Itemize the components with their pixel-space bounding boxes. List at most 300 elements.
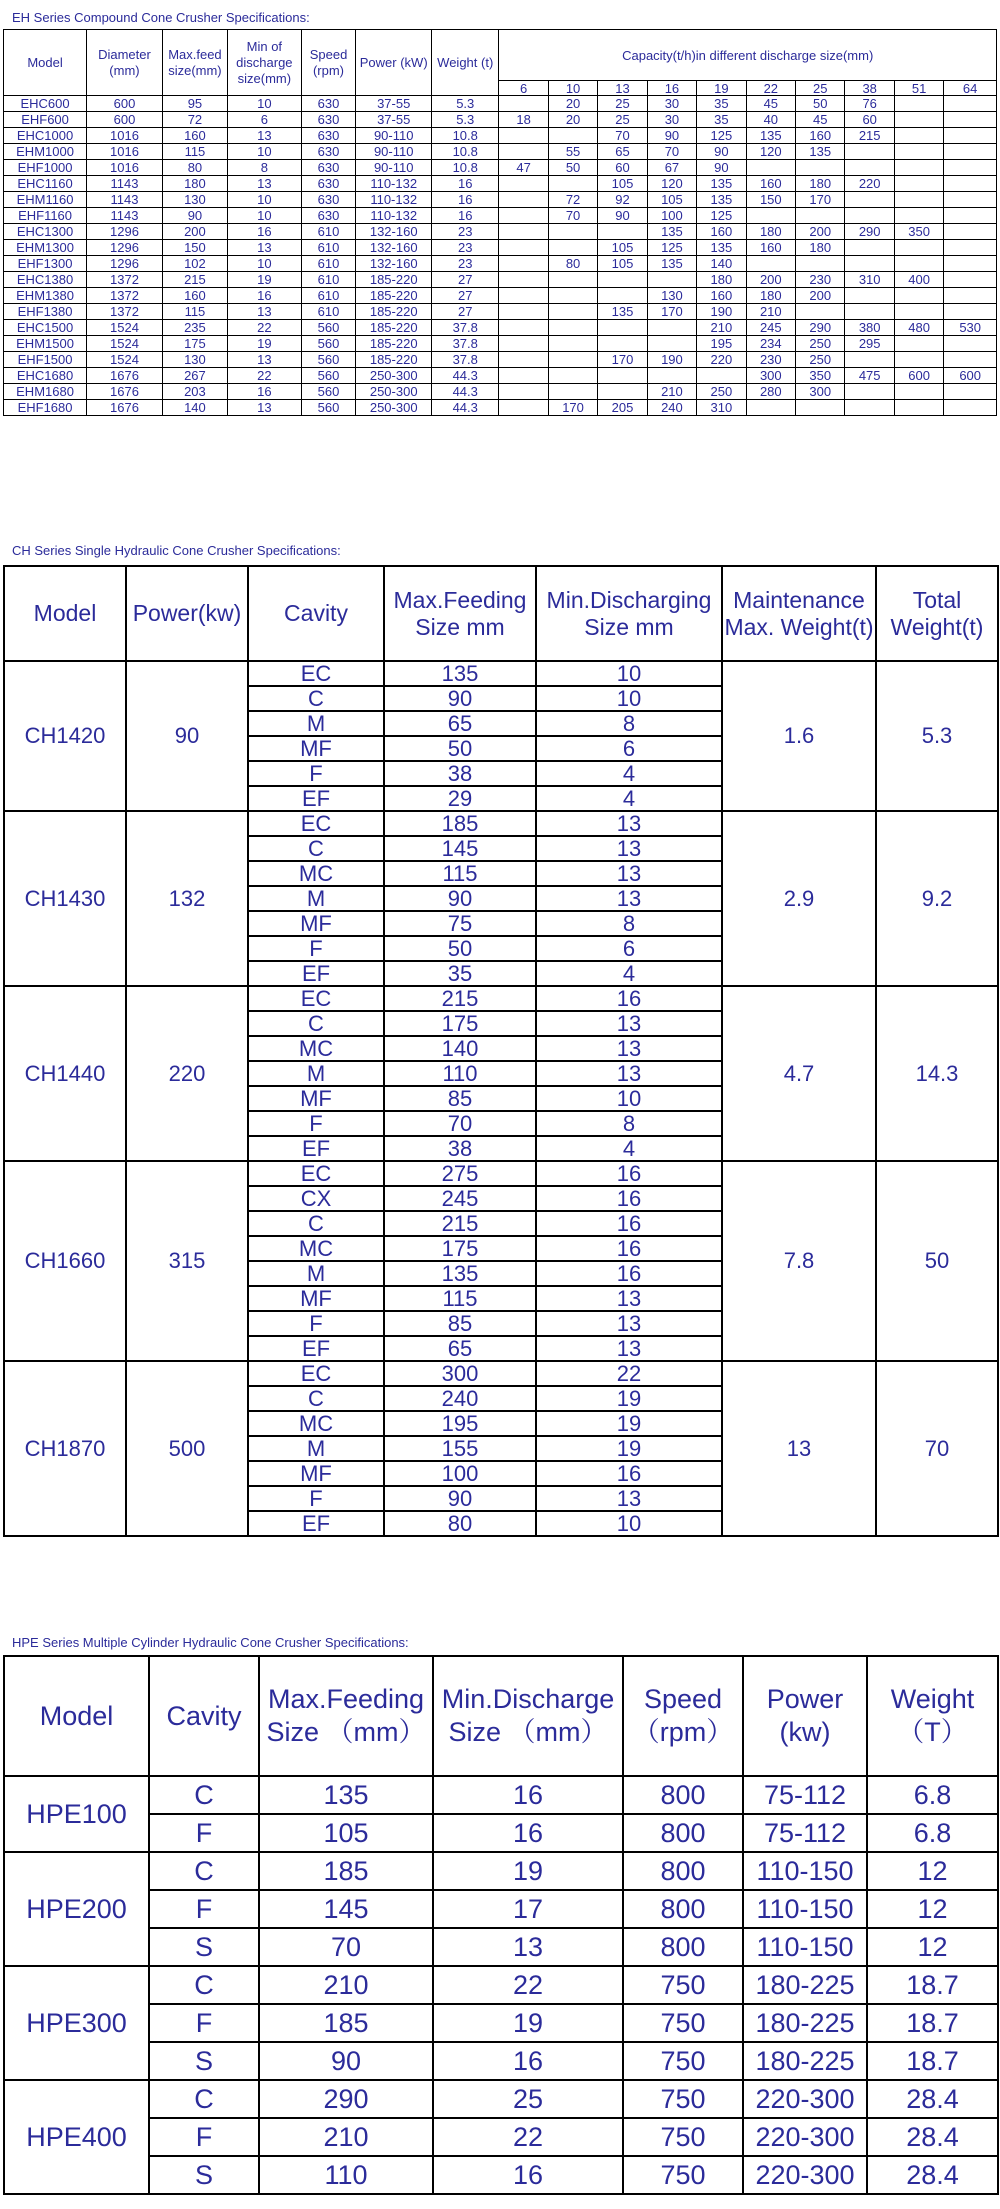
- table-cell: [499, 224, 548, 240]
- table-cell: [499, 208, 548, 224]
- table-cell: [548, 304, 597, 320]
- table-cell: 100: [384, 1461, 536, 1486]
- column-header: Weight (t): [432, 30, 499, 96]
- table-cell: 10: [536, 1511, 722, 1536]
- table-cell: 13: [433, 1928, 623, 1966]
- table-cell: [894, 240, 943, 256]
- table-cell: 180: [796, 176, 845, 192]
- table-cell: 185: [259, 1852, 433, 1890]
- table-cell: 180: [162, 176, 227, 192]
- table-cell: 115: [162, 144, 227, 160]
- table-cell: [746, 256, 795, 272]
- table-cell: [944, 272, 997, 288]
- table-cell: 800: [623, 1776, 743, 1814]
- table-cell: 800: [623, 1928, 743, 1966]
- table-cell: EHF600: [4, 112, 87, 128]
- table-cell: 203: [162, 384, 227, 400]
- table-cell: 18.7: [867, 2042, 998, 2080]
- table-cell: 25: [598, 112, 647, 128]
- table-cell: 75: [384, 911, 536, 936]
- table-cell: 16: [228, 384, 302, 400]
- table-cell: 50: [384, 936, 536, 961]
- maintenance-weight-cell: 4.7: [722, 986, 876, 1161]
- table-cell: 215: [162, 272, 227, 288]
- table-cell: 130: [162, 352, 227, 368]
- table-cell: 300: [384, 1361, 536, 1386]
- table-cell: 28.4: [867, 2118, 998, 2156]
- model-cell: CH1870: [4, 1361, 126, 1536]
- table-cell: 125: [647, 240, 696, 256]
- table-cell: 630: [301, 144, 356, 160]
- table-cell: 610: [301, 256, 356, 272]
- table-cell: 92: [598, 192, 647, 208]
- table-cell: 12: [867, 1928, 998, 1966]
- table-cell: 200: [162, 224, 227, 240]
- table-cell: EHM1160: [4, 192, 87, 208]
- table-cell: 135: [384, 1261, 536, 1286]
- table-cell: 90: [598, 208, 647, 224]
- table-cell: 135: [746, 128, 795, 144]
- table-cell: [894, 256, 943, 272]
- table-cell: 90: [384, 886, 536, 911]
- table-cell: 10: [228, 96, 302, 112]
- table-cell: 290: [259, 2080, 433, 2118]
- table-cell: 6: [536, 936, 722, 961]
- table-row: [4, 272, 997, 288]
- table-cell: [548, 240, 597, 256]
- table-cell: [894, 288, 943, 304]
- table-cell: 27: [432, 272, 499, 288]
- table-row: [4, 1814, 998, 1852]
- table-row: [4, 368, 997, 384]
- table-cell: 110: [384, 1061, 536, 1086]
- table-cell: [845, 160, 894, 176]
- table-cell: EHF1000: [4, 160, 87, 176]
- table-cell: [598, 384, 647, 400]
- table-cell: 67: [647, 160, 696, 176]
- table-cell: 22: [536, 1361, 722, 1386]
- table-cell: 47: [499, 160, 548, 176]
- table-cell: 13: [228, 128, 302, 144]
- table-cell: 30: [647, 112, 696, 128]
- table-cell: 105: [259, 1814, 433, 1852]
- table-cell: 44.3: [432, 400, 499, 416]
- table-cell: [944, 304, 997, 320]
- table-cell: [894, 128, 943, 144]
- table-cell: 90: [259, 2042, 433, 2080]
- table-cell: [894, 112, 943, 128]
- table-cell: [845, 240, 894, 256]
- table-cell: 200: [796, 224, 845, 240]
- table-cell: 140: [697, 256, 746, 272]
- column-header: Weight （T）: [867, 1656, 998, 1776]
- table-cell: 160: [746, 176, 795, 192]
- table-cell: [845, 384, 894, 400]
- table-cell: 350: [796, 368, 845, 384]
- column-header: Speed （rpm）: [623, 1656, 743, 1776]
- table-cell: F: [149, 2118, 259, 2156]
- table-cell: 630: [301, 96, 356, 112]
- table-cell: 234: [746, 336, 795, 352]
- table-cell: 110-150: [743, 1928, 867, 1966]
- table-cell: 1676: [87, 384, 163, 400]
- table-cell: 19: [536, 1386, 722, 1411]
- table-cell: 60: [598, 160, 647, 176]
- table-cell: 10.8: [432, 128, 499, 144]
- table-cell: EHF1380: [4, 304, 87, 320]
- table-cell: [647, 368, 696, 384]
- table-cell: [548, 352, 597, 368]
- column-header: Min of discharge size(mm): [228, 30, 302, 96]
- table-cell: 630: [301, 192, 356, 208]
- table-cell: 185: [384, 811, 536, 836]
- table-cell: [845, 400, 894, 416]
- model-cell: CH1440: [4, 986, 126, 1161]
- column-header: Min.Discharge Size （mm）: [433, 1656, 623, 1776]
- table-cell: 16: [432, 208, 499, 224]
- table-cell: 250-300: [356, 368, 432, 384]
- table-cell: 800: [623, 1814, 743, 1852]
- table-cell: 10: [536, 1086, 722, 1111]
- table-row: [4, 1890, 998, 1928]
- table-cell: 120: [647, 176, 696, 192]
- table-cell: 10.8: [432, 160, 499, 176]
- table-cell: EHC1300: [4, 224, 87, 240]
- table-cell: [796, 256, 845, 272]
- table-cell: 170: [796, 192, 845, 208]
- table-cell: 160: [796, 128, 845, 144]
- table-cell: 80: [384, 1511, 536, 1536]
- power-cell: 220: [126, 986, 248, 1161]
- table-cell: 18.7: [867, 2004, 998, 2042]
- table-cell: 750: [623, 2004, 743, 2042]
- table-cell: 55: [548, 144, 597, 160]
- table-row: [4, 208, 997, 224]
- table-cell: 5.3: [432, 112, 499, 128]
- table-cell: [746, 400, 795, 416]
- table-cell: [598, 336, 647, 352]
- table-cell: 22: [433, 2118, 623, 2156]
- table-cell: 132-160: [356, 240, 432, 256]
- table-cell: 220-300: [743, 2156, 867, 2194]
- table-cell: 175: [162, 336, 227, 352]
- column-header: Min.Discharging Size mm: [536, 566, 722, 661]
- column-header: Power(kw): [126, 566, 248, 661]
- table-cell: EHF1160: [4, 208, 87, 224]
- table-cell: 90-110: [356, 144, 432, 160]
- hpe-caption: HPE Series Multiple Cylinder Hydraulic Cone Crusher Specifications:: [12, 1635, 409, 1650]
- table-cell: 145: [259, 1890, 433, 1928]
- table-cell: [499, 128, 548, 144]
- table-cell: 560: [301, 368, 356, 384]
- table-row: [4, 304, 997, 320]
- table-cell: 1143: [87, 192, 163, 208]
- table-cell: 10: [228, 256, 302, 272]
- table-cell: 185-220: [356, 320, 432, 336]
- table-cell: [845, 192, 894, 208]
- table-cell: [499, 352, 548, 368]
- table-row: [4, 1361, 998, 1386]
- table-cell: 220: [697, 352, 746, 368]
- table-cell: [499, 320, 548, 336]
- table-cell: [796, 208, 845, 224]
- table-cell: 560: [301, 336, 356, 352]
- table-cell: EC: [248, 1361, 384, 1386]
- table-cell: 85: [384, 1311, 536, 1336]
- table-cell: 215: [384, 986, 536, 1011]
- table-cell: 175: [384, 1011, 536, 1036]
- table-cell: 13: [536, 811, 722, 836]
- table-cell: 76: [845, 96, 894, 112]
- table-row: [4, 288, 997, 304]
- table-cell: 1296: [87, 240, 163, 256]
- table-row: [4, 160, 997, 176]
- table-cell: 135: [259, 1776, 433, 1814]
- table-cell: 180-225: [743, 2004, 867, 2042]
- table-cell: [944, 176, 997, 192]
- table-cell: 110-150: [743, 1852, 867, 1890]
- table-cell: 16: [536, 1211, 722, 1236]
- size-header: 16: [647, 81, 696, 96]
- table-cell: [894, 96, 943, 112]
- table-cell: 12: [867, 1890, 998, 1928]
- table-cell: C: [248, 1011, 384, 1036]
- table-cell: 13: [228, 304, 302, 320]
- table-cell: 38: [384, 1136, 536, 1161]
- table-cell: 6.8: [867, 1776, 998, 1814]
- maintenance-weight-cell: 13: [722, 1361, 876, 1536]
- table-cell: 380: [845, 320, 894, 336]
- table-cell: 200: [796, 288, 845, 304]
- table-cell: 10.8: [432, 144, 499, 160]
- column-header: Model: [4, 30, 87, 96]
- table-cell: 90: [384, 686, 536, 711]
- table-cell: [894, 144, 943, 160]
- table-cell: 300: [746, 368, 795, 384]
- table-cell: MF: [248, 1286, 384, 1311]
- table-cell: 4: [536, 786, 722, 811]
- table-cell: [894, 192, 943, 208]
- table-cell: [647, 336, 696, 352]
- table-cell: [944, 208, 997, 224]
- table-cell: 37.8: [432, 320, 499, 336]
- power-cell: 315: [126, 1161, 248, 1361]
- table-cell: [796, 304, 845, 320]
- table-cell: [894, 384, 943, 400]
- table-cell: [944, 96, 997, 112]
- table-cell: EHF1500: [4, 352, 87, 368]
- table-cell: 22: [228, 320, 302, 336]
- table-cell: [548, 176, 597, 192]
- table-cell: 1143: [87, 208, 163, 224]
- table-cell: 72: [548, 192, 597, 208]
- table-cell: 13: [536, 1011, 722, 1036]
- table-cell: [548, 272, 597, 288]
- ch-caption: CH Series Single Hydraulic Cone Crusher Specifications:: [12, 543, 341, 558]
- table-cell: 37.8: [432, 352, 499, 368]
- column-header: Max.feed size(mm): [162, 30, 227, 96]
- table-cell: [944, 112, 997, 128]
- table-cell: [944, 384, 997, 400]
- model-cell: CH1660: [4, 1161, 126, 1361]
- table-cell: MF: [248, 1086, 384, 1111]
- table-cell: EHM1000: [4, 144, 87, 160]
- table-cell: 130: [647, 288, 696, 304]
- eh-caption: EH Series Compound Cone Crusher Specifications:: [12, 10, 310, 25]
- table-cell: 132-160: [356, 224, 432, 240]
- table-cell: 610: [301, 240, 356, 256]
- table-cell: 160: [697, 224, 746, 240]
- table-row: [4, 2042, 998, 2080]
- table-cell: 80: [162, 160, 227, 176]
- table-cell: 102: [162, 256, 227, 272]
- table-cell: [894, 176, 943, 192]
- header-row: [4, 566, 998, 661]
- table-cell: 13: [228, 352, 302, 368]
- table-cell: [944, 288, 997, 304]
- model-cell: HPE300: [4, 1966, 149, 2080]
- table-cell: 16: [536, 1161, 722, 1186]
- table-cell: 245: [746, 320, 795, 336]
- table-cell: 180-225: [743, 1966, 867, 2004]
- table-cell: [894, 336, 943, 352]
- table-cell: 37-55: [356, 96, 432, 112]
- table-cell: 105: [598, 176, 647, 192]
- table-cell: 35: [384, 961, 536, 986]
- table-cell: 13: [536, 1036, 722, 1061]
- table-cell: 23: [432, 224, 499, 240]
- total-weight-cell: 50: [876, 1161, 998, 1361]
- table-cell: 10: [228, 192, 302, 208]
- table-cell: EF: [248, 1336, 384, 1361]
- table-cell: F: [248, 936, 384, 961]
- table-cell: 16: [433, 2156, 623, 2194]
- table-cell: 1372: [87, 272, 163, 288]
- column-header: Total Weight(t): [876, 566, 998, 661]
- table-cell: [796, 400, 845, 416]
- table-cell: 235: [162, 320, 227, 336]
- table-row: [4, 320, 997, 336]
- table-cell: 22: [228, 368, 302, 384]
- table-row: [4, 384, 997, 400]
- table-cell: 190: [647, 352, 696, 368]
- table-row: [4, 1852, 998, 1890]
- table-cell: [598, 368, 647, 384]
- table-cell: 16: [433, 2042, 623, 2080]
- column-header: Maintenance Max. Weight(t): [722, 566, 876, 661]
- table-cell: [499, 384, 548, 400]
- table-cell: EC: [248, 1161, 384, 1186]
- table-cell: S: [149, 2042, 259, 2080]
- table-cell: 1296: [87, 256, 163, 272]
- column-header: Max.Feeding Size mm: [384, 566, 536, 661]
- table-cell: EHF1300: [4, 256, 87, 272]
- table-cell: CX: [248, 1186, 384, 1211]
- table-cell: 135: [697, 240, 746, 256]
- table-row: [4, 1776, 998, 1814]
- table-cell: 70: [384, 1111, 536, 1136]
- table-cell: 95: [162, 96, 227, 112]
- table-cell: 180: [796, 240, 845, 256]
- table-row: [4, 2004, 998, 2042]
- table-cell: 125: [697, 208, 746, 224]
- table-cell: 205: [598, 400, 647, 416]
- table-cell: C: [248, 1211, 384, 1236]
- table-cell: 750: [623, 2080, 743, 2118]
- table-cell: 28.4: [867, 2156, 998, 2194]
- table-cell: 250: [697, 384, 746, 400]
- table-cell: 44.3: [432, 384, 499, 400]
- table-cell: 65: [598, 144, 647, 160]
- table-cell: 155: [384, 1436, 536, 1461]
- table-cell: 630: [301, 128, 356, 144]
- table-cell: 16: [433, 1776, 623, 1814]
- table-cell: 70: [548, 208, 597, 224]
- table-cell: 19: [433, 2004, 623, 2042]
- hpe-table-container: [3, 1655, 997, 2195]
- table-cell: 160: [162, 128, 227, 144]
- table-cell: 5.3: [432, 96, 499, 112]
- table-cell: 250: [796, 336, 845, 352]
- model-cell: CH1420: [4, 661, 126, 811]
- table-row: [4, 2118, 998, 2156]
- table-cell: 135: [647, 224, 696, 240]
- table-cell: 630: [301, 208, 356, 224]
- table-cell: [845, 144, 894, 160]
- table-cell: S: [149, 1928, 259, 1966]
- table-cell: 180: [746, 288, 795, 304]
- table-cell: 90-110: [356, 160, 432, 176]
- table-cell: 210: [697, 320, 746, 336]
- table-row: [4, 2156, 998, 2194]
- table-cell: 185-220: [356, 304, 432, 320]
- table-cell: [894, 352, 943, 368]
- table-cell: [499, 336, 548, 352]
- table-cell: F: [248, 1111, 384, 1136]
- table-cell: 16: [228, 224, 302, 240]
- table-cell: 22: [433, 1966, 623, 2004]
- table-cell: 195: [697, 336, 746, 352]
- column-header: Speed (rpm): [301, 30, 356, 96]
- size-header: 19: [697, 81, 746, 96]
- table-cell: 150: [746, 192, 795, 208]
- column-header: Power (kw): [743, 1656, 867, 1776]
- table-cell: 240: [384, 1386, 536, 1411]
- table-cell: M: [248, 886, 384, 911]
- table-cell: 120: [746, 144, 795, 160]
- table-cell: F: [149, 2004, 259, 2042]
- table-cell: [548, 384, 597, 400]
- table-cell: MC: [248, 1236, 384, 1261]
- table-cell: [845, 304, 894, 320]
- table-cell: 290: [845, 224, 894, 240]
- table-cell: EHM1680: [4, 384, 87, 400]
- table-row: [4, 192, 997, 208]
- table-cell: 145: [384, 836, 536, 861]
- table-cell: 16: [536, 1236, 722, 1261]
- table-cell: 630: [301, 160, 356, 176]
- table-cell: 185-220: [356, 336, 432, 352]
- table-cell: [548, 336, 597, 352]
- table-cell: EHC1500: [4, 320, 87, 336]
- table-cell: 75-112: [743, 1814, 867, 1852]
- table-cell: 130: [162, 192, 227, 208]
- table-cell: F: [248, 1486, 384, 1511]
- table-cell: 560: [301, 384, 356, 400]
- table-cell: 13: [228, 176, 302, 192]
- table-cell: 13: [536, 1286, 722, 1311]
- table-cell: 45: [746, 96, 795, 112]
